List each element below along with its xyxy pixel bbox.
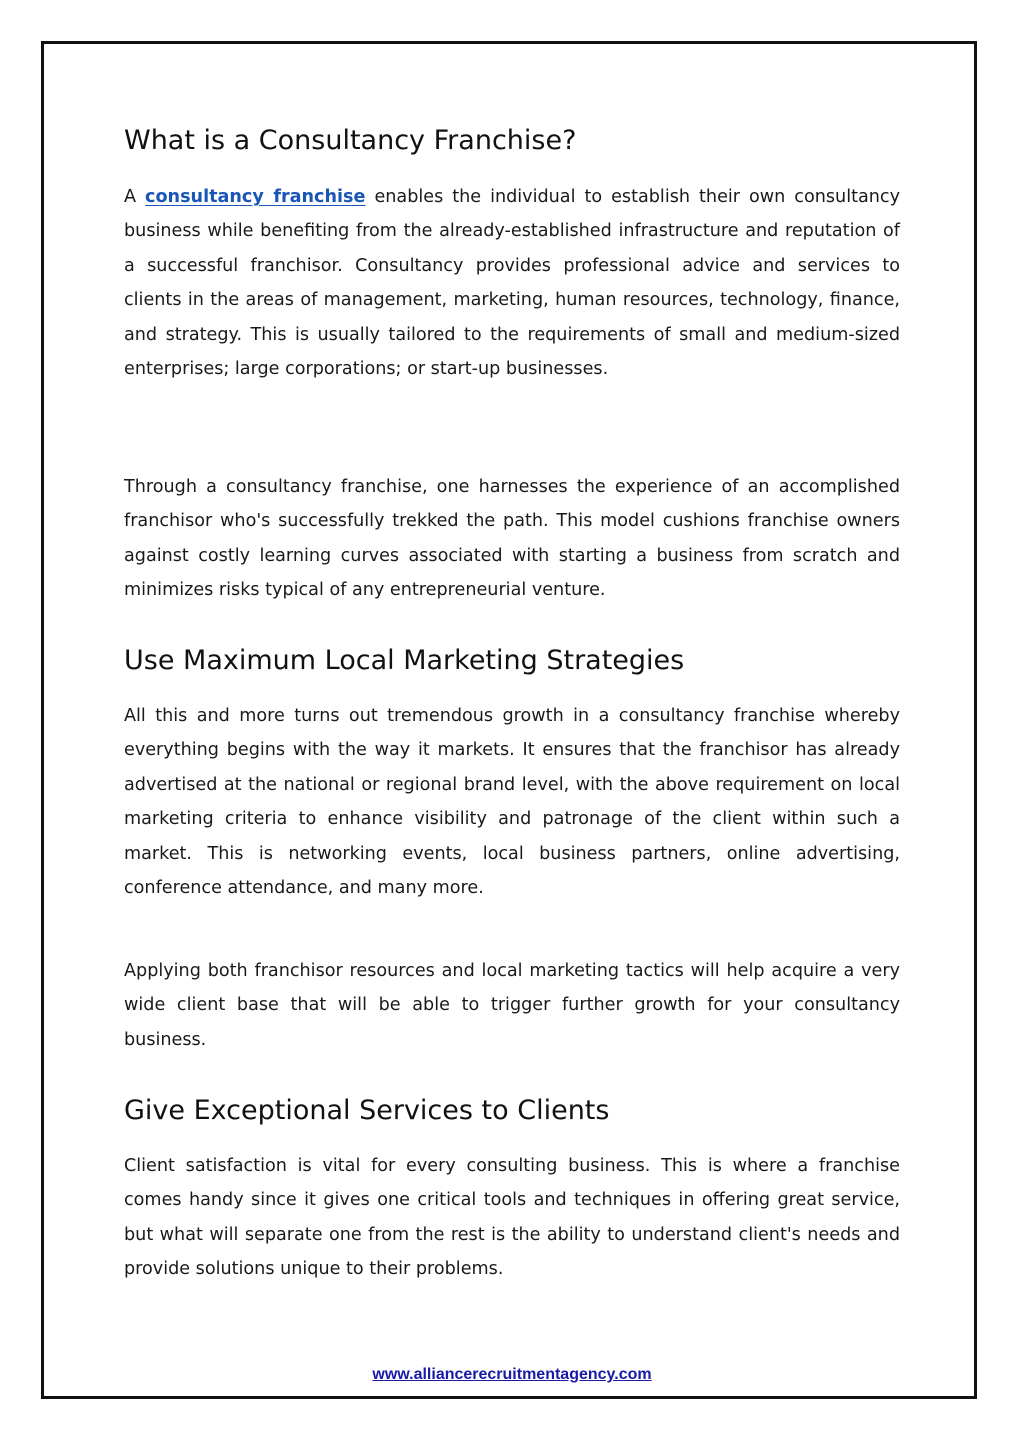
intro-paragraph [124,180,900,386]
local-marketing-paragraph: All this and more turns out tremendous growth in a consultancy franchise whereby everything begins with the way it markets. It ensures that the franchisor has already advertised at the national or regional brand level, with the above requirement on local marketing criteria to enhance visibility and patronage of the client within such a market. This is networking events, local business partners, online advertising, conference attendance, and many more. [124,706,900,899]
footer-website-link[interactable]: www.alliancerecruitmentagency.com [372,1366,652,1383]
section-heading-consultancy-franchise: What is a Consultancy Franchise? [124,125,577,156]
client-satisfaction-paragraph: Client satisfaction is vital for every consulting business. This is where a franchise comes handy since it gives one critical tools and techniques in offering great service, but what will separate one from the rest is the ability to understand client's needs and provide solutions unique to their problems. [124,1156,900,1280]
intro-prefix: A [124,187,146,207]
client-base-paragraph: Applying both franchisor resources and local marketing tactics will help acquire a very wide client base that will be able to trigger further growth for your consultancy business. [124,961,900,1050]
franchisor-experience-paragraph: Through a consultancy franchise, one harnesses the experience of an accomplished franchisor who's successfully trekked the path. This model cushions franchise owners against costly learning curves associated with starting a business from scratch and minimizes risks typical of any entrepreneurial venture. [124,477,900,601]
section-heading-local-marketing: Use Maximum Local Marketing Strategies [124,645,685,676]
section-heading-exceptional-services: Give Exceptional Services to Clients [124,1095,610,1126]
intro-suffix: enables the individual to establish their own consultancy business while benefiting from the already-established infrastructure and reputation of a successful franchisor. Consultancy provides professional advice and services to clients in the areas of management, marketing, human resources, technology, finance, and strategy. This is usually tailored to the requirements of small and medium-sized enterprises; large corporations; or start-up businesses. [124,187,900,380]
consultancy-franchise-link[interactable]: consultancy franchise [145,187,366,207]
